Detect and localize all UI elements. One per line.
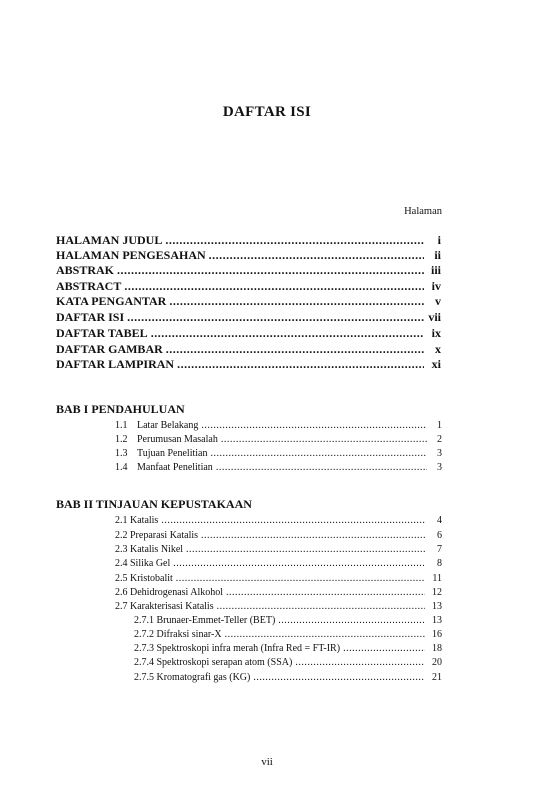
dot-leader <box>117 263 424 278</box>
toc-entry-page: v <box>435 294 441 308</box>
toc-entry-2-4[interactable] <box>115 558 442 569</box>
dot-leader <box>221 434 427 445</box>
dot-leader <box>253 672 425 683</box>
toc-entry-label: DAFTAR LAMPIRAN <box>56 357 175 371</box>
toc-entry-2-7-1[interactable] <box>134 615 442 626</box>
toc-entry-label: HALAMAN JUDUL <box>56 233 163 247</box>
toc-entry-page: ix <box>431 326 441 340</box>
toc-entry-halaman-judul[interactable] <box>56 233 441 248</box>
toc-entry-text: Tujuan Penelitian <box>137 448 208 459</box>
dot-leader <box>217 601 425 612</box>
toc-entry-page: 21 <box>432 672 442 683</box>
dot-leader <box>186 544 425 555</box>
toc-entry-page: xi <box>431 357 441 371</box>
dot-leader <box>201 530 425 541</box>
toc-entry-2-2[interactable] <box>115 530 442 541</box>
toc-entry-text: Latar Belakang <box>137 420 199 431</box>
toc-entry-number: 1.2 <box>115 434 128 445</box>
toc-entry-2-1[interactable] <box>115 515 442 526</box>
page-column-header: Halaman <box>404 206 442 217</box>
toc-entry-label <box>115 448 207 459</box>
toc-entry-label: 2.7 Karakterisasi Katalis <box>115 601 214 612</box>
toc-entry-label: ABSTRAK <box>56 263 115 277</box>
toc-entry-number: 1.1 <box>115 420 128 431</box>
toc-entry-page: 7 <box>437 544 442 555</box>
toc-entry-label: DAFTAR GAMBAR <box>56 342 163 356</box>
toc-entry-daftar-lampiran[interactable] <box>56 357 441 372</box>
toc-entry-kata-pengantar[interactable] <box>56 294 441 309</box>
toc-entry-label <box>115 462 213 473</box>
toc-entry-label: 2.3 Katalis Nikel <box>115 544 184 555</box>
toc-entry-abstrak[interactable] <box>56 263 441 278</box>
toc-entry-1-1[interactable] <box>115 420 442 431</box>
toc-entry-1-2[interactable] <box>115 434 442 445</box>
dot-leader <box>161 515 425 526</box>
toc-entry-page: x <box>435 342 441 356</box>
chapter-heading-bab-2[interactable]: BAB II TINJAUAN KEPUSTAKAAN <box>56 497 252 511</box>
dot-leader <box>166 342 424 357</box>
chapter-heading-bab-1[interactable]: BAB I PENDAHULUAN <box>56 402 185 416</box>
dot-leader <box>165 233 424 248</box>
dot-leader <box>210 448 427 459</box>
toc-entry-halaman-pengesahan[interactable] <box>56 248 441 263</box>
toc-entry-1-3[interactable] <box>115 448 442 459</box>
dot-leader <box>295 657 425 668</box>
toc-entry-label: 2.4 Silika Gel <box>115 558 171 569</box>
toc-entry-page: i <box>437 233 441 247</box>
dot-leader <box>278 615 425 626</box>
toc-entry-abstract[interactable] <box>56 279 441 294</box>
toc-entry-label <box>115 434 218 445</box>
toc-entry-page: 2 <box>437 434 442 445</box>
page-number: vii <box>261 756 273 768</box>
dot-leader <box>226 587 425 598</box>
toc-entry-page: 11 <box>432 573 442 584</box>
dot-leader <box>173 558 425 569</box>
page-title: DAFTAR ISI <box>222 104 312 120</box>
dot-leader <box>176 573 425 584</box>
toc-entry-label: DAFTAR TABEL <box>56 326 148 340</box>
dot-leader <box>177 357 424 372</box>
toc-entry-daftar-isi[interactable] <box>56 310 441 325</box>
toc-entry-text: Manfaat Penelitian <box>137 462 213 473</box>
toc-entry-label: 2.7.5 Kromatografi gas (KG) <box>134 672 251 683</box>
toc-entry-page: 18 <box>432 643 442 654</box>
toc-entry-text: Perumusan Masalah <box>137 434 218 445</box>
toc-entry-page: 1 <box>437 420 442 431</box>
toc-entry-daftar-tabel[interactable] <box>56 326 441 341</box>
toc-entry-1-4[interactable] <box>115 462 442 473</box>
toc-entry-daftar-gambar[interactable] <box>56 342 441 357</box>
toc-entry-label: 2.7.2 Difraksi sinar-X <box>134 629 222 640</box>
toc-entry-number: 1.3 <box>115 448 128 459</box>
toc-entry-label: 2.7.3 Spektroskopi infra merah (Infra Red = FT-IR) <box>134 643 341 654</box>
dot-leader <box>124 279 424 294</box>
dot-leader <box>201 420 427 431</box>
toc-entry-page: 13 <box>432 601 442 612</box>
toc-entry-label <box>115 420 198 431</box>
toc-entry-page: iii <box>430 263 441 277</box>
toc-entry-2-7-2[interactable] <box>134 629 442 640</box>
toc-entry-page: 3 <box>437 462 442 473</box>
toc-entry-page: 16 <box>432 629 442 640</box>
dot-leader <box>169 294 424 309</box>
toc-entry-2-7-3[interactable] <box>134 643 442 654</box>
toc-entry-page: 3 <box>437 448 442 459</box>
toc-entry-number: 1.4 <box>115 462 128 473</box>
toc-entry-page: 20 <box>432 657 442 668</box>
dot-leader <box>216 462 427 473</box>
toc-entry-label: 2.7.1 Brunaer-Emmet-Teller (BET) <box>134 615 276 626</box>
toc-entry-page: 13 <box>432 615 442 626</box>
toc-entry-page: ii <box>434 248 441 262</box>
dot-leader <box>151 326 424 341</box>
toc-entry-page: 12 <box>432 587 442 598</box>
toc-entry-label: KATA PENGANTAR <box>56 294 167 308</box>
toc-entry-label: 2.7.4 Spektroskopi serapan atom (SSA) <box>134 657 293 668</box>
toc-entry-label: ABSTRACT <box>56 279 122 293</box>
toc-entry-label: 2.5 Kristobalit <box>115 573 173 584</box>
dot-leader <box>127 310 424 325</box>
toc-entry-2-7-5[interactable] <box>134 672 442 683</box>
dot-leader <box>209 248 424 263</box>
toc-entry-page: vii <box>428 310 441 324</box>
dot-leader <box>343 643 425 654</box>
toc-entry-page: 6 <box>437 530 442 541</box>
toc-entry-label: HALAMAN PENGESAHAN <box>56 248 206 262</box>
toc-entry-label: 2.2 Preparasi Katalis <box>115 530 199 541</box>
toc-entry-page: 4 <box>437 515 442 526</box>
toc-entry-label: DAFTAR ISI <box>56 310 125 324</box>
toc-entry-page: iv <box>431 279 441 293</box>
toc-entry-2-7-4[interactable] <box>134 657 442 668</box>
toc-entry-2-6[interactable] <box>115 587 442 598</box>
dot-leader <box>225 629 425 640</box>
toc-entry-label: 2.6 Dehidrogenasi Alkohol <box>115 587 224 598</box>
toc-entry-2-7[interactable] <box>115 601 442 612</box>
toc-entry-label: 2.1 Katalis <box>115 515 159 526</box>
toc-entry-page: 8 <box>437 558 442 569</box>
toc-entry-2-5[interactable] <box>115 573 442 584</box>
toc-entry-2-3[interactable] <box>115 544 442 555</box>
